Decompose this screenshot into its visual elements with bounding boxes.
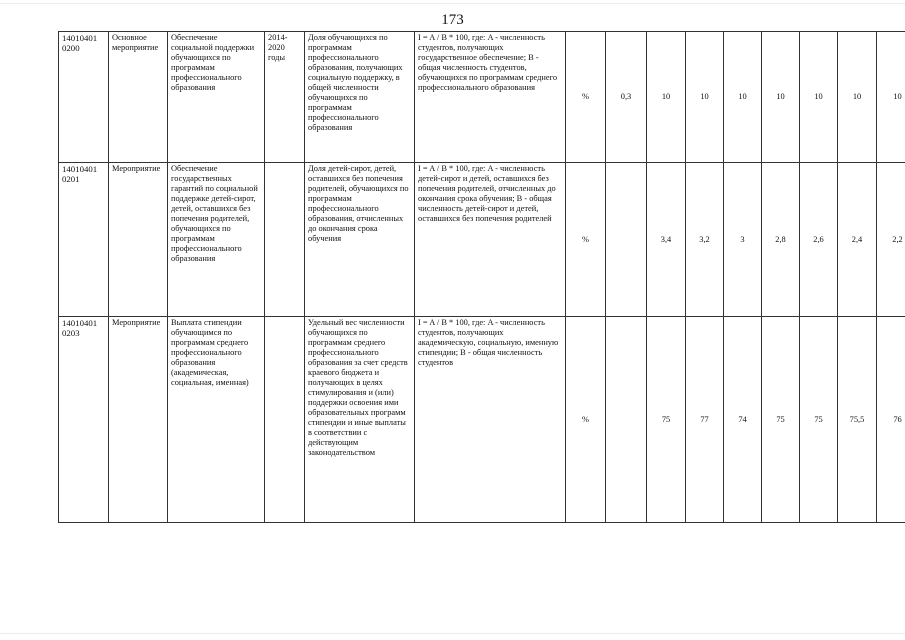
- table-row: [59, 163, 905, 317]
- row-code: 14010401 0203: [59, 317, 109, 523]
- row-unit: %: [566, 317, 606, 523]
- row-indicator: Удельный вес численности обучающихся по программам среднего профессионального образования за счет средств краевого бюджета и получающих в целях стимулирования и (или) поддержки освоения ими образовательных программ стипендии и иные выплаты в соответствии с действующим законодательством: [305, 317, 415, 523]
- value-cell: 2,2: [877, 163, 905, 317]
- value-cell: 3: [724, 163, 762, 317]
- program-table: [58, 31, 905, 523]
- row-code: 14010401 0201: [59, 163, 109, 317]
- table-row: [59, 317, 905, 523]
- value-cell: 2,4: [838, 163, 877, 317]
- value-cell: 10: [724, 32, 762, 163]
- row-code: 14010401 0200: [59, 32, 109, 163]
- value-cell: 3,2: [686, 163, 724, 317]
- value-cell: 0,3: [606, 32, 647, 163]
- row-type: Мероприятие: [109, 317, 168, 523]
- row-type: Основное мероприятие: [109, 32, 168, 163]
- row-unit: %: [566, 163, 606, 317]
- value-cell: [606, 317, 647, 523]
- row-name: Обеспечение социальной поддержки обучающихся по программам профессионального образования: [168, 32, 265, 163]
- value-cell: 75,5: [838, 317, 877, 523]
- page-number: 173: [441, 12, 464, 28]
- row-formula: I = A / B * 100, где: A - численность детей-сирот и детей, оставшихся без попечения родителей, отчисленных до окончания срока обучения; B - общая численность детей-сирот и детей, оставшихся без попечения родителей: [415, 163, 566, 317]
- value-cell: 2,8: [762, 163, 800, 317]
- row-unit: %: [566, 32, 606, 163]
- row-period: [265, 163, 305, 317]
- value-cell: 3,4: [647, 163, 686, 317]
- scan-edge-top: [0, 3, 905, 4]
- value-cell: 10: [877, 32, 905, 163]
- value-cell: 2,6: [800, 163, 838, 317]
- row-type: Мероприятие: [109, 163, 168, 317]
- value-cell: 76: [877, 317, 905, 523]
- row-formula: I = A / B * 100, где: A - численность студентов, получающих академическую, социальную, именную стипендии; B - общая численность студентов: [415, 317, 566, 523]
- value-cell: [606, 163, 647, 317]
- row-period: [265, 317, 305, 523]
- scan-edge-bottom: [0, 633, 905, 634]
- table-row: [59, 32, 905, 163]
- value-cell: 74: [724, 317, 762, 523]
- value-cell: 10: [762, 32, 800, 163]
- value-cell: 10: [686, 32, 724, 163]
- value-cell: 75: [762, 317, 800, 523]
- value-cell: 10: [647, 32, 686, 163]
- row-name: Обеспечение государственных гарантий по социальной поддержке детей-сирот, детей, оставшихся без попечения родителей, обучающихся по программам профессионального образования: [168, 163, 265, 317]
- value-cell: 75: [647, 317, 686, 523]
- row-name: Выплата стипендии обучающимся по программам среднего профессионального образования (академическая, социальная, именная): [168, 317, 265, 523]
- row-indicator: Доля обучающихся по программам профессионального образования, получающих социальную поддержку, в общей численности обучающихся по программам профессионального образования: [305, 32, 415, 163]
- row-formula: I = A / B * 100, где: A - численность студентов, получающих государственное обеспечение; B - общая численность студентов, обучающихся по программам среднего профессионального образования: [415, 32, 566, 163]
- row-period: 2014-2020 годы: [265, 32, 305, 163]
- value-cell: 10: [800, 32, 838, 163]
- row-indicator: Доля детей-сирот, детей, оставшихся без попечения родителей, обучающихся по программам профессионального образования, отчисленных до окончания срока обучения: [305, 163, 415, 317]
- value-cell: 77: [686, 317, 724, 523]
- value-cell: 75: [800, 317, 838, 523]
- value-cell: 10: [838, 32, 877, 163]
